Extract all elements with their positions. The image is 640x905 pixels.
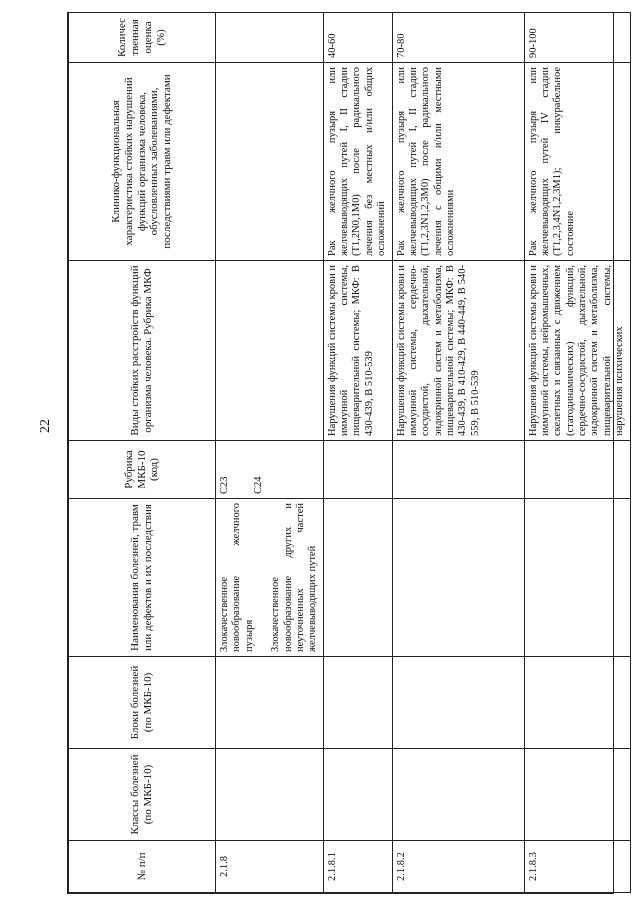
cell-blocks: [392, 657, 524, 749]
cell-dysfunctions: Нарушения функций системы крови и иммунной системы, нейромышечных, скелетных и связанных с движением (статодинамических) функций, сердечно-сосудистой, дыхательной, эндокринной систем и метаболизма, пищеварительной системы, нарушения психических: [524, 261, 630, 441]
cell-blocks: [323, 657, 392, 749]
header-rubric: Рубрика МКБ-10 (код): [69, 441, 216, 499]
row-number: 2.1.8.2: [392, 841, 524, 893]
cell-characteristics: Рак желчного пузыря или желчевыводящих путей IV стадии (T1,2,3,4N1,2,3M1); инкурабельное состояние: [524, 63, 630, 261]
cell-blocks: [216, 657, 324, 749]
header-classes: Классы болезней (по МКБ-10): [69, 749, 216, 841]
cell-rubric: [392, 441, 524, 499]
table-row: [216, 13, 324, 893]
cell-classes: [323, 749, 392, 841]
icd-code-c23: C23: [219, 476, 230, 494]
cell-characteristics: [216, 63, 324, 261]
cell-dysfunctions: Нарушения функций системы крови и иммунной системы, сердечно-сосудистой, дыхательной, эндокринной систем и метаболизма, пищеварительной системы; МКФ: B 430-439, B 410-429, B 440-449, B 540-559, B 510-539: [392, 261, 524, 441]
cell-assessment: 40-60: [323, 13, 392, 63]
table-row: [323, 13, 392, 893]
cell-characteristics: Рак желчного пузыря или желчевыводящих путей I, II стадии (T1,2,3N1,2,3M0) после радикального лечения с общими и/или местными осложнениями: [392, 63, 524, 261]
cell-classes: [216, 749, 324, 841]
cell-names: [216, 499, 324, 657]
cell-classes: [524, 749, 630, 841]
disability-criteria-table: [68, 12, 631, 893]
cell-blocks: [524, 657, 630, 749]
cell-assessment: [216, 13, 324, 63]
header-assessment: Количественная оценка (%): [69, 13, 216, 63]
table-header-row: [69, 13, 216, 893]
page-number: 22: [38, 419, 53, 433]
header-blocks: Блоки болезней (по МКБ-10): [69, 657, 216, 749]
cell-names: [392, 499, 524, 657]
row-number: 2.1.8.3: [524, 841, 630, 893]
cell-names: [524, 499, 630, 657]
cell-dysfunctions: [216, 261, 324, 441]
header-dysfunctions: Виды стойких расстройств функций организма человека. Рубрика МКФ: [69, 261, 216, 441]
table-row: [392, 13, 524, 893]
cell-dysfunctions: Нарушения функций системы крови и иммунной системы, пищеварительной системы; МКФ: B 430-439, B 510-539: [323, 261, 392, 441]
cell-rubric: [216, 441, 324, 499]
cell-classes: [392, 749, 524, 841]
row-number: 2.1.8: [216, 841, 324, 893]
cell-names: [323, 499, 392, 657]
header-characteristics: Клинико-функциональная характеристика стойких нарушений функций организма человека, обусловленных заболеваниями, последствиями травм или дефектами: [69, 63, 216, 261]
icd-code-c24: C24: [253, 476, 265, 494]
rotated-table-wrapper: [68, 13, 626, 893]
disease-name-gallbladder: Злокачественное новообразование желчного пузыря: [219, 503, 255, 652]
row-number: 2.1.8.1: [323, 841, 392, 893]
table-row: [524, 13, 630, 893]
disease-name-bile-ducts: Злокачественное новообразование других и неуточненных частей желчевыводящих путей: [270, 503, 319, 652]
cell-assessment: 90-100: [524, 13, 630, 63]
page-canvas: [67, 12, 626, 894]
header-num: № п/п: [69, 841, 216, 893]
cell-rubric: [323, 441, 392, 499]
cell-characteristics: Рак желчного пузыря или желчевыводящих путей I, II стадии (T1,2N0,1M0) после радикального лечения без местных и/или общих осложнений: [323, 63, 392, 261]
cell-rubric: [524, 441, 630, 499]
cell-assessment: 70-80: [392, 13, 524, 63]
header-names: Наименования болезней, травм или дефектов и их последствия: [69, 499, 216, 657]
